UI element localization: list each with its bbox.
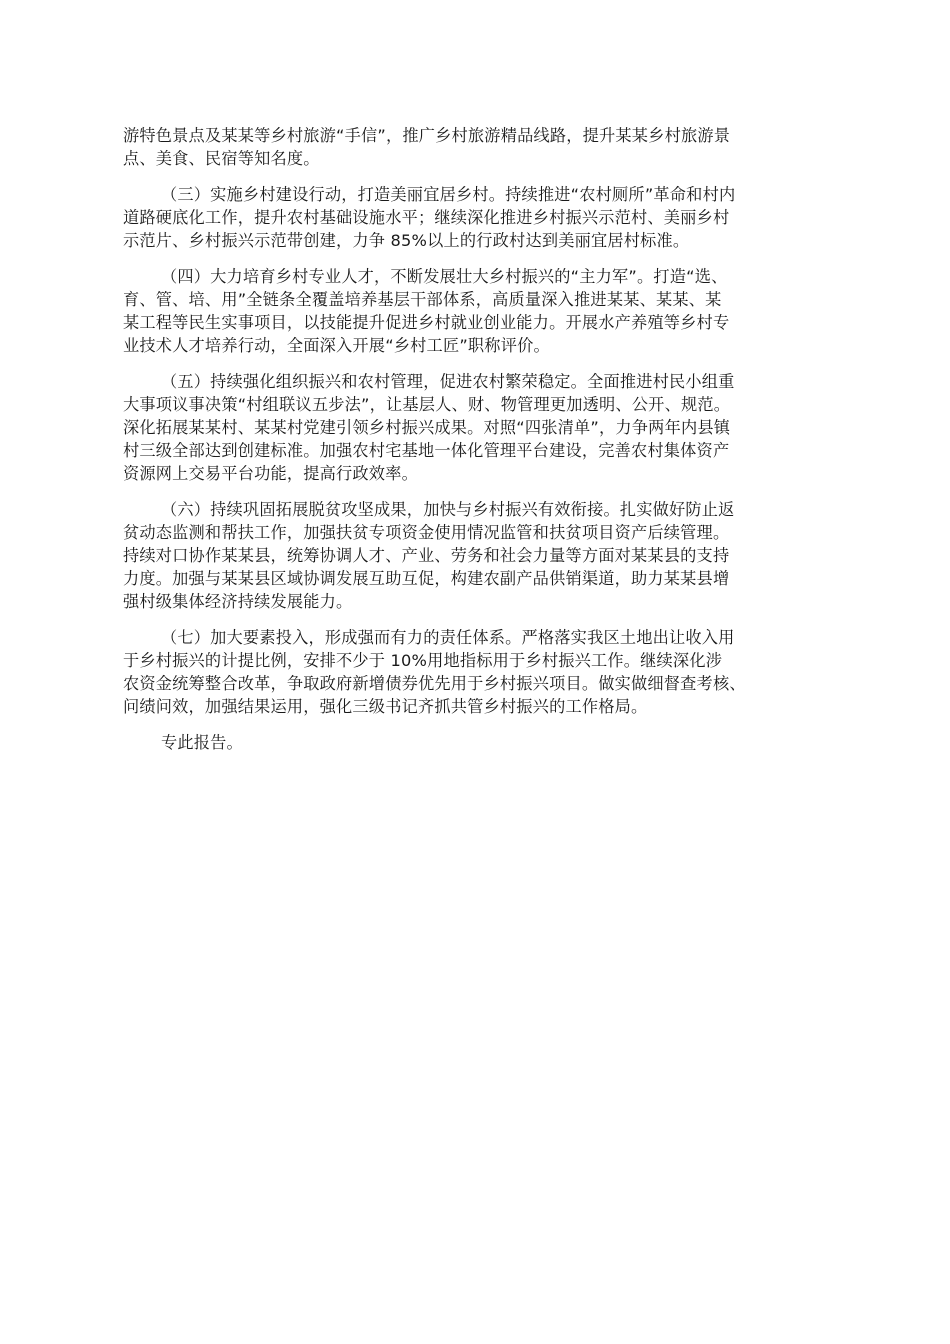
text-line: 大事项议事决策“村组联议五步法”，让基层人、财、物管理更加透明、公开、规范。 (123, 395, 731, 414)
text-line: 某工程等民生实事项目，以技能提升促进乡村就业创业能力。开展水产养殖等乡村专 (123, 313, 730, 332)
paragraph-tourism-continuation (123, 124, 843, 170)
text-line: （六）持续巩固拓展脱贫攻坚成果，加快与乡村振兴有效衔接。扎实做好防止返 (161, 500, 735, 519)
text-line: 强村级集体经济持续发展能力。 (123, 592, 353, 611)
text-line: （四）大力培育乡村专业人才，不断发展壮大乡村振兴的“主力军”。打造“选、 (161, 267, 728, 286)
text-line: （七）加大要素投入，形成强而有力的责任体系。严格落实我区土地出让收入用 (161, 628, 735, 647)
text-line: （五）持续强化组织振兴和农村管理，促进农村繁荣稳定。全面推进村民小组重 (161, 372, 735, 391)
text-line: 游特色景点及某某等乡村旅游“手信”，推广乡村旅游精品线路，提升某某乡村旅游景 (123, 126, 731, 145)
text-line: 示范片、乡村振兴示范带创建，力争 85%以上的行政村达到美丽宜居村标准。 (123, 231, 690, 250)
text-line: 贫动态监测和帮扶工作，加强扶贫专项资金使用情况监管和扶贫项目资产后续管理。 (123, 523, 730, 542)
text-line: 农资金统筹整合改革，争取政府新增债券优先用于乡村振兴项目。做实做细督查考核、 (123, 674, 746, 693)
paragraph-rural-construction (123, 183, 843, 252)
text-line: 力度。加强与某某县区域协调发展互助互促，构建农副产品供销渠道，助力某某县增 (123, 569, 730, 588)
text-line: 点、美食、民宿等知名度。 (123, 149, 320, 168)
text-line: 深化拓展某某村、某某村党建引领乡村振兴成果。对照“四张清单”，力争两年内县镇 (123, 418, 731, 437)
paragraph-resource-investment (123, 626, 843, 718)
paragraph-poverty-consolidation (123, 498, 843, 613)
paragraph-organization-revitalization (123, 370, 843, 485)
document-body (123, 124, 843, 767)
text-line: 业技术人才培养行动，全面深入开展“乡村工匠”职称评价。 (123, 336, 550, 355)
text-line: 专此报告。 (161, 733, 243, 752)
text-line: 持续对口协作某某县，统筹协调人才、产业、劳务和社会力量等方面对某某县的支持 (123, 546, 730, 565)
paragraph-rural-talent (123, 265, 843, 357)
text-line: 育、管、培、用”全链条全覆盖培养基层干部体系，高质量深入推进某某、某某、某 (123, 290, 722, 309)
text-line: 于乡村振兴的计提比例，安排不少于 10%用地指标用于乡村振兴工作。继续深化涉 (123, 651, 723, 670)
text-line: 问绩问效，加强结果运用，强化三级书记齐抓共管乡村振兴的工作格局。 (123, 697, 648, 716)
paragraph-closing-remark (123, 731, 843, 754)
text-line: 资源网上交易平台功能，提高行政效率。 (123, 464, 418, 483)
text-line: （三）实施乡村建设行动，打造美丽宜居乡村。持续推进“农村厕所”革命和村内 (161, 185, 736, 204)
text-line: 村三级全部达到创建标准。加强农村宅基地一体化管理平台建设，完善农村集体资产 (123, 441, 730, 460)
text-line: 道路硬底化工作，提升农村基础设施水平；继续深化推进乡村振兴示范村、美丽乡村 (123, 208, 730, 227)
